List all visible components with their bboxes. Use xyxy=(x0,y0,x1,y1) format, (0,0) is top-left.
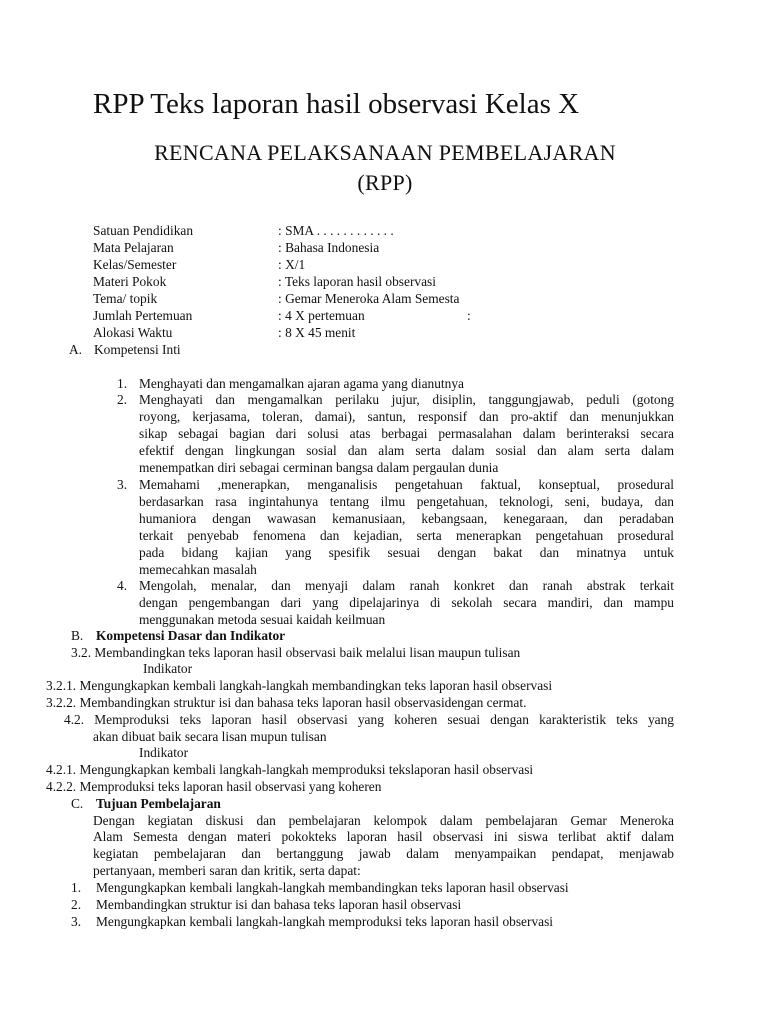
tujuan-intro-line: pertanyaan, memberi saran dan kritik, serta dapat: xyxy=(93,863,361,878)
ki-num: 3. xyxy=(117,477,128,492)
document-title: RPP Teks laporan hasil observasi Kelas X xyxy=(93,88,580,120)
identity-label-materi: Materi Pokok xyxy=(93,274,167,289)
ki-line: Mengolah, menalar, dan menyaji dalam ranah konkret dan ranah abstrak terkait xyxy=(139,578,674,593)
rpp-heading-line2: (RPP) xyxy=(357,170,413,195)
ki-line: Menghayati dan mengamalkan ajaran agama yang dianutnya xyxy=(139,376,464,391)
indikator-label: Indikator xyxy=(139,745,189,760)
identity-value-tema: : Gemar Meneroka Alam Semesta xyxy=(278,291,460,306)
kd-4-2-cont: akan dibuat baik secara lisan mupun tulisan xyxy=(93,729,327,744)
ki-line: Memahami ,menerapkan, menganalisis pengetahuan faktual, konseptual, prosedural xyxy=(139,477,674,492)
section-b-title: Kompetensi Dasar dan Indikator xyxy=(96,628,286,643)
section-b-marker: B. xyxy=(71,628,84,643)
tujuan-item: Mengungkapkan kembali langkah-langkah membandingkan teks laporan hasil observasi xyxy=(96,880,569,895)
identity-value-materi: : Teks laporan hasil observasi xyxy=(278,274,436,289)
ki-line: Menghayati dan mengamalkan perilaku jujur, disiplin, tanggungjawab, peduli (gotong xyxy=(139,392,674,407)
indikator-item: 3.2.2. Membandingkan struktur isi dan bahasa teks laporan hasil observasidengan cermat. xyxy=(46,695,527,710)
identity-value-mapel: : Bahasa Indonesia xyxy=(278,240,380,255)
indikator-item: 3.2.1. Mengungkapkan kembali langkah-langkah membandingkan teks laporan hasil observasi xyxy=(46,678,553,693)
section-a-marker: A. xyxy=(69,342,83,357)
indikator-item: 4.2.1. Mengungkapkan kembali langkah-langkah memproduksi tekslaporan hasil observasi xyxy=(46,762,534,777)
identity-label-tema: Tema/ topik xyxy=(93,291,158,306)
ki-line: dengan pengembangan dari yang dipelajarinya di sekolah secara mandiri, dan mampu xyxy=(139,595,674,610)
ki-num: 1. xyxy=(117,376,128,391)
tujuan-num: 2. xyxy=(71,897,82,912)
kd-3-2: 3.2. Membandingkan teks laporan hasil observasi baik melalui lisan maupun tulisan xyxy=(71,645,521,660)
ki-line: efektif dengan lingkungan sosial dan alam serta dalam sosial dan alam serta dalam xyxy=(139,443,674,458)
section-a-title: Kompetensi Inti xyxy=(94,342,181,357)
identity-label-kelas: Kelas/Semester xyxy=(93,257,177,272)
identity-value-satuan: : SMA . . . . . . . . . . . . xyxy=(278,223,394,238)
identity-value-alokasi: : 8 X 45 menit xyxy=(278,325,356,340)
section-c-title: Tujuan Pembelajaran xyxy=(96,796,221,811)
ki-line: royong, kerjasama, toleran, damai), santun, responsif dan pro-aktif dan menunjukkan xyxy=(139,409,674,424)
rpp-heading-line1: RENCANA PELAKSANAAN PEMBELAJARAN xyxy=(154,140,616,165)
identity-label-mapel: Mata Pelajaran xyxy=(93,240,174,255)
tujuan-num: 3. xyxy=(71,914,82,929)
tujuan-intro-line: Dengan kegiatan diskusi dan pembelajaran kelompok dalam pembelajaran Gemar Meneroka xyxy=(93,813,674,828)
ki-line: terkait penyebab fenomena dan kejadian, serta menerapkan pengetahuan prosedural xyxy=(139,528,674,543)
identity-label-alokasi: Alokasi Waktu xyxy=(93,325,173,340)
ki-line: berdasarkan rasa ingintahunya tentang ilmu pengetahuan, teknologi, seni, budaya, dan xyxy=(139,494,674,509)
rpp-heading xyxy=(60,138,710,198)
identity-label-jumlah: Jumlah Pertemuan xyxy=(93,308,193,323)
section-c-marker: C. xyxy=(71,796,84,811)
ki-line: pada bidang kajian yang spesifik sesuai dengan bakat dan minatnya untuk xyxy=(139,545,674,560)
tujuan-intro-line: Alam Semesta dengan materi pokokteks laporan hasil observasi ini siswa terlibat aktif dalam xyxy=(93,829,674,844)
indikator-label: Indikator xyxy=(143,661,193,676)
ki-line: memecahkan masalah xyxy=(139,562,257,577)
ki-line: sikap sebagai bagian dari solusi atas berbagai permasalahan dalam berinteraksi secara xyxy=(139,426,674,441)
ki-num: 4. xyxy=(117,578,128,593)
identity-extra-colon: : xyxy=(467,308,471,323)
identity-value-jumlah: : 4 X pertemuan xyxy=(278,308,365,323)
ki-line: menggunakan metoda sesuai kaidah keilmuan xyxy=(139,612,386,627)
ki-line: menempatkan diri sebagai cerminan bangsa dalam pergaulan dunia xyxy=(139,460,499,475)
tujuan-item: Mengungkapkan kembali langkah-langkah memproduksi teks laporan hasil observasi xyxy=(96,914,554,929)
indikator-item: 4.2.2. Memproduksi teks laporan hasil observasi yang koheren xyxy=(46,779,382,794)
kd-4-2: 4.2. Memproduksi teks laporan hasil observasi yang koheren sesuai dengan karakteristik teks yang xyxy=(64,712,674,727)
tujuan-item: Membandingkan struktur isi dan bahasa teks laporan hasil observasi xyxy=(96,897,462,912)
tujuan-intro-line: kegiatan pembelajaran dan bertanggung jawab dalam menyampaikan pendapat, menjawab xyxy=(93,846,674,861)
tujuan-num: 1. xyxy=(71,880,82,895)
ki-line: humaniora dengan wawasan kemanusiaan, kebangsaan, kenegaraan, dan peradaban xyxy=(139,511,674,526)
identity-label-satuan: Satuan Pendidikan xyxy=(93,223,194,238)
ki-num: 2. xyxy=(117,392,128,407)
identity-value-kelas: : X/1 xyxy=(278,257,306,272)
